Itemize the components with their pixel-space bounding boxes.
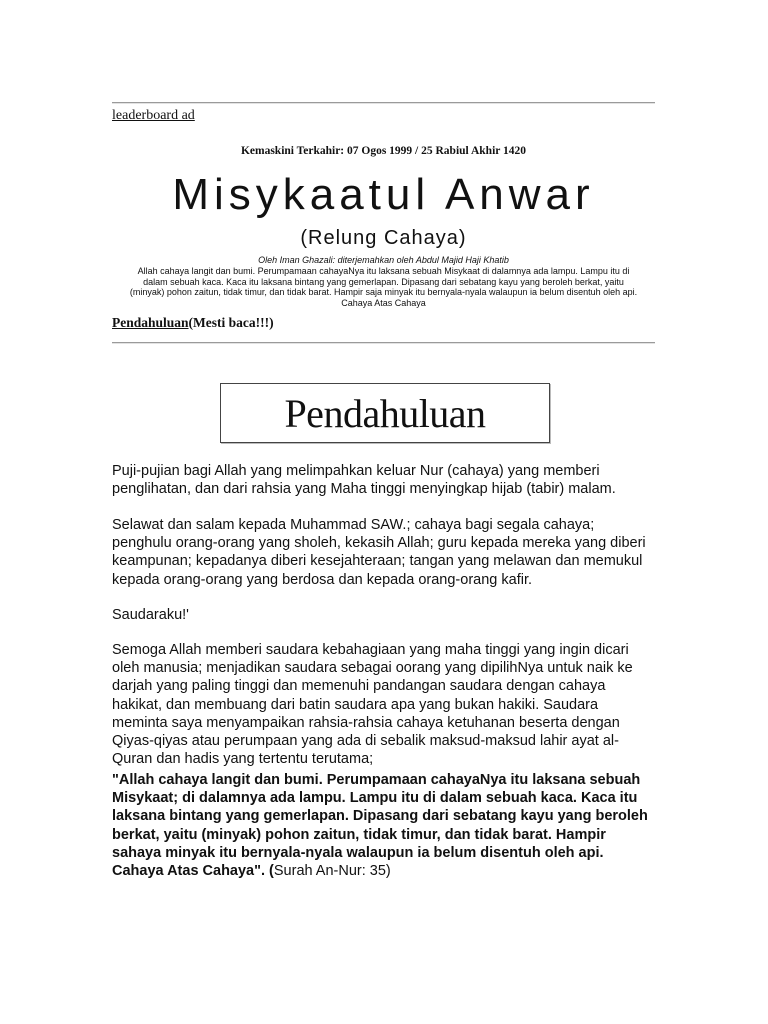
body-paragraph: Puji-pujian bagi Allah yang melimpahkan keluar Nur (cahaya) yang memberi penglihatan, dan dari rahsia yang Maha tinggi menyingkap hijab (tabir) malam. [112, 463, 616, 498]
intro-note: (Mesti baca!!!) [188, 315, 274, 330]
verse-line: dalam sebuah kaca. Kaca itu laksana bintang yang gemerlapan. Dipasang dari sebatang kayu yang beroleh berkat, yaitu [143, 276, 624, 287]
translator-credit: Oleh Iman Ghazali: diterjemahkan oleh Abdul Majid Haji Khatib [258, 255, 509, 265]
body-paragraph: Semoga Allah memberi saudara kebahagiaan yang maha tinggi yang ingin dicari oleh manusia; menjadikan saudara sebagai oorang yang dipilihNya untuk naik ke darjah yang paling tinggi dan memenuhi pandangan saudara dengan cahaya hakikat, dan membuang dari batin saudara apa yang bukan hakiki. Saudara meminta saya menyampaikan rahsia-rahsia cahaya ketuhanan beserta dengan Qiyas-qiyas atau perumpaan yang ada di sebalik maksud-maksud lahir ayat al-Quran dan hadis yang tertentu terutama; [112, 642, 633, 768]
page-subtitle: (Relung Cahaya) [300, 227, 467, 249]
top-divider [112, 102, 655, 104]
verse-line: Cahaya Atas Cahaya [341, 297, 426, 308]
verse-line: (minyak) pohon zaitun, tidak timur, dan tidak barat. Hampir saja minyak itu bernyala-nyala walaupun ia belum disentuh oleh api. [129, 287, 638, 297]
page-title: Misykaatul Anwar [172, 170, 595, 219]
section-heading: Pendahuluan [284, 390, 486, 436]
pendahuluan-link[interactable]: Pendahuluan [112, 315, 189, 330]
section-divider [112, 342, 655, 344]
section-heading-box [220, 383, 550, 443]
intro-line [112, 315, 274, 331]
verse-line: Allah cahaya langit dan bumi. Perumpamaan cahayaNya itu laksana sebuah Misykaat di dalamnya ada lampu. Lampu itu di [137, 266, 630, 276]
surah-reference: Surah An-Nur: 35) [273, 863, 391, 880]
quran-quote: "Allah cahaya langit dan bumi. Perumpamaan cahayaNya itu laksana sebuah Misykaat; di dalamnya ada lampu. Lampu itu di dalam sebuah kaca. Kaca itu laksana bintang yang gemerlapan. Dipasang dari sebatang kayu yang beroleh berkat, yaitu (minyak) pohon zaitun, tidak timur, dan tidak barat. Hampir sahaya minyak itu bernyala-nyala walaupun ia belum disentuh oleh api. Cahaya Atas Cahaya". ( [112, 772, 648, 880]
verse-summary [116, 266, 651, 308]
body-paragraph: Selawat dan salam kepada Muhammad SAW.; cahaya bagi segala cahaya; penghulu orang-orang yang sholeh, kekasih Allah; guru kepada mereka yang diberi keampunan; kepadanya diberi kesejahteraan; tangan yang melawan dan memukul kepada orang-orang yang berdosa dan kepada orang-orang kafir. [112, 517, 646, 588]
body-paragraph: Saudaraku!' [112, 607, 189, 623]
quran-quote-paragraph [112, 771, 657, 880]
last-updated: Kemaskini Terkahir: 07 Ogos 1999 / 25 Rabiul Akhir 1420 [240, 145, 527, 157]
leaderboard-ad-link[interactable]: leaderboard ad [112, 108, 195, 123]
